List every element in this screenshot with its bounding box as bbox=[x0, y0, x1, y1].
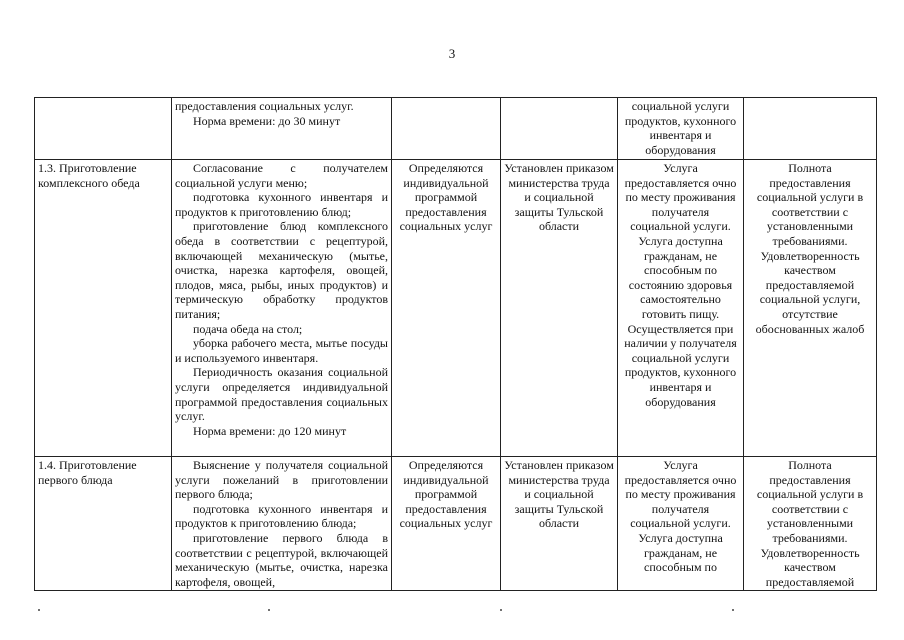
description-paragraph: подготовка кухонного инвентаря и продуктов к приготовлению блюд; bbox=[175, 190, 388, 219]
conditions-cell: социальной услуги продуктов, кухонного инвентаря и оборудования bbox=[618, 98, 744, 160]
service-name-cell: 1.4. Приготовление первого блюда bbox=[35, 457, 172, 591]
description-paragraph: Периодичность оказания социальной услуги определяется индивидуальной программой предоставления социальных услуг. bbox=[175, 365, 388, 424]
standard-cell: Установлен приказом министерства труда и социальной защиты Тульской области bbox=[501, 457, 618, 591]
standard-cell: Установлен приказом министерства труда и социальной защиты Тульской области bbox=[501, 160, 618, 457]
description-paragraph: подготовка кухонного инвентаря и продуктов к приготовлению блюда; bbox=[175, 501, 388, 531]
description-paragraph: Норма времени: до 120 минут bbox=[193, 423, 347, 438]
service-description-cell bbox=[172, 160, 392, 457]
description-paragraph: уборка рабочего места, мытье посуды и используемого инвентаря. bbox=[175, 336, 388, 365]
description-paragraph: предоставления социальных услуг. bbox=[175, 99, 354, 113]
table-row bbox=[35, 457, 877, 591]
quality-cell bbox=[744, 98, 877, 160]
standard-cell bbox=[501, 98, 618, 160]
program-cell bbox=[392, 98, 501, 160]
table-row bbox=[35, 160, 877, 457]
scan-dot bbox=[38, 609, 40, 611]
service-description-cell bbox=[172, 98, 392, 160]
service-description-cell bbox=[172, 457, 392, 591]
conditions-cell: Услуга предоставляется очно по месту проживания получателя социальной услуги. Услуга доступна гражданам, не способным по bbox=[618, 457, 744, 591]
description-paragraph: подача обеда на стол; bbox=[193, 321, 303, 336]
description-paragraph: Согласование с получателем социальной услуги меню; bbox=[175, 161, 388, 190]
service-name-cell: 1.3. Приготовление комплексного обеда bbox=[35, 160, 172, 457]
service-name-cell bbox=[35, 98, 172, 160]
description-paragraph: Выяснение у получателя социальной услуги пожеланий в приготовлении первого блюда; bbox=[175, 458, 388, 502]
scan-dot bbox=[732, 609, 734, 611]
quality-cell: Полнота предоставления социальной услуги в соответствии с установленными требованиями. Удовлетворенность качеством предоставляемой социальной услуги, отсутствие обоснованных жалоб bbox=[744, 160, 877, 457]
quality-cell: Полнота предоставления социальной услуги в соответствии с установленными требованиями. Удовлетворенность качеством предоставляемой bbox=[744, 457, 877, 591]
services-table bbox=[34, 97, 877, 591]
description-paragraph: приготовление первого блюда в соответствии с рецептурой, включающей механическую (мытье, очистка, нарезка картофеля, овощей, bbox=[175, 530, 388, 589]
page-number: 3 bbox=[448, 46, 456, 61]
description-paragraph: приготовление блюд комплексного обеда в соответствии с рецептурой, включающей механическую (мытье, очистка, нарезка картофеля, овощей, плодов, мяса, рыбы, иных продуктов) и термическую обработку продуктов питания; bbox=[175, 219, 388, 321]
description-paragraph: Норма времени: до 30 минут bbox=[193, 113, 341, 128]
scan-dot bbox=[268, 609, 270, 611]
program-cell: Определяются индивидуальной программой предоставления социальных услуг bbox=[392, 160, 501, 457]
table-row bbox=[35, 98, 877, 160]
program-cell: Определяются индивидуальной программой предоставления социальных услуг bbox=[392, 457, 501, 591]
scan-dot bbox=[500, 609, 502, 611]
scan-dots bbox=[0, 609, 904, 615]
conditions-cell: Услуга предоставляется очно по месту проживания получателя социальной услуги. Услуга доступна гражданам, не способным по состоянию здоровья самостоятельно готовить пищу. Осуществляется при наличии у получателя социальной услуги продуктов, кухонного инвентаря и оборудования bbox=[618, 160, 744, 457]
